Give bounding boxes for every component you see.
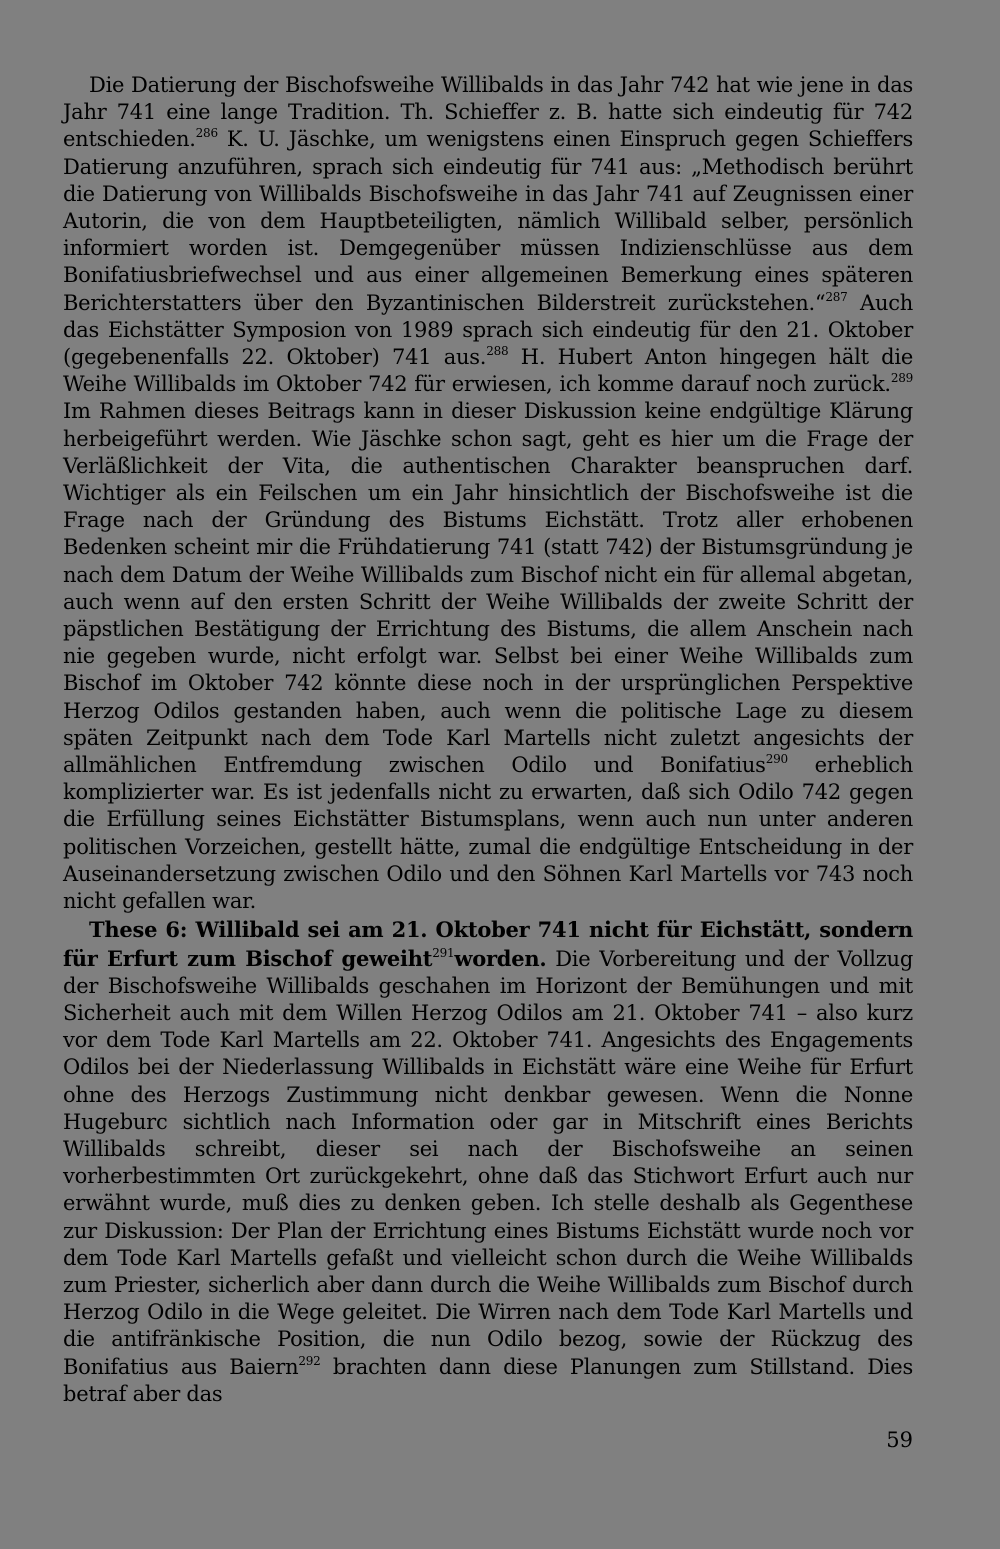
paragraph-1 (63, 72, 913, 915)
document-page (63, 0, 913, 1549)
thesis-heading-end: worden. (454, 945, 547, 971)
text-run: Die Datierung der Bischofsweihe Willibalds in das Jahr 742 hat wie jene in das Jahr 741 eine lange Tradition. Th. Schieffer z. B. hatte sich eindeutig für 742 entschieden. (63, 73, 913, 152)
paragraph-2 (63, 916, 913, 1408)
footnote-ref: 287 (825, 289, 848, 304)
text-run: Auch das Eichstätter Symposion von 1989 sprach sich eindeutig für den 21. Oktober (gegebenenfalls 22. Oktober) 741 aus. (63, 290, 914, 370)
text-run: Die Vorbereitung und der Vollzug der Bischofsweihe Willibalds geschahen im Horizont der Bemühungen und mit Sicherheit auch mit dem Willen Herzog Odilos am 21. Oktober 741 – also kurz vor dem Tode Karl Martells am 22. Oktober 741. Angesichts des Engagements Odilos bei der Niederlassung Willibalds in Eichstätt wäre eine Weihe für Erfurt ohne des Herzogs Zustimmung nicht denkbar gewesen. Wenn die Nonne Hugeburc sichtlich nach Information oder gar in Mitschrift eines Berichts Willibalds schreibt, dieser sei nach der Bischofsweihe an seinen vorherbestimmten Ort zurückgekehrt, ohne daß das Stichwort Erfurt auch nur erwähnt wurde, muß dies zu denken geben. Ich stelle deshalb als Gegenthese zur Diskussion: Der Plan der Errichtung eines Bistums Eichstätt wurde noch vor dem Tode Karl Martells gefaßt und vielleicht schon durch die Weihe Willibalds zum Priester, sicherlich aber dann durch die Weihe Willibalds zum Bischof durch Herzog Odilo in die Wege geleitet. Die Wirren nach dem Tode Karl Martells und die antifränkische Position, die nun Odilo bezog, sowie der Rückzug des Bonifatius aus Baiern (63, 946, 914, 1379)
text-run: K. U. Jäschke, um wenigstens einen Einspruch gegen Schieffers Datierung anzuführen, sprach sich eindeutig für 741 aus: „Methodisch berührt die Datierung von Willibalds Bischofsweihe in das Jahr 741 auf Zeugnissen einer Autorin, die von dem Hauptbeteiligten, nämlich Willibald selber, persönlich informiert worden ist. Demgegenüber müssen Indizienschlüsse aus dem Bonifatiusbriefwechsel und aus einer allgemeinen Bemerkung eines späteren Berichterstatters über den Byzantinischen Bilderstreit zurückstehen.“ (63, 127, 913, 315)
text-run: erheblich komplizierter war. Es ist jedenfalls nicht zu erwarten, daß sich Odilo 742 gegen die Erfüllung seines Eichstätter Bistumsplans, wenn auch nun unter anderen politischen Vorzeichen, gestellt hätte, zumal die endgültige Entscheidung in der Auseinandersetzung zwischen Odilo und den Söhnen Karl Martells vor 743 noch nicht gefallen war. (63, 753, 913, 914)
body-text (63, 72, 913, 1408)
footnote-ref: 292 (298, 1353, 321, 1368)
text-run: H. Hubert Anton hingegen hält die Weihe Willibalds im Oktober 742 für erwiesen, ich komme darauf noch zurück. (63, 345, 913, 397)
footnote-ref: 286 (195, 126, 218, 141)
thesis-heading: These 6: Willibald sei am 21. Oktober 741 nicht für Eichstätt, sondern für Erfurt zum Bischof geweiht (63, 917, 913, 971)
footnote-ref: 290 (765, 752, 788, 767)
text-run: Im Rahmen dieses Beitrags kann in dieser Diskussion keine endgültige Klärung herbeigeführt werden. Wie Jäschke schon sagt, geht es hier um die Frage der Verläßlichkeit der Vita, die authentischen Charakter beanspruchen darf. Wichtiger als ein Feilschen um ein Jahr hinsichtlich der Bischofsweihe ist die Frage nach der Gründung des Bistums Eichstätt. Trotz aller erhobenen Bedenken scheint mir die Frühdatierung 741 (statt 742) der Bistumsgründung je nach dem Datum der Weihe Willibalds zum Bischof nicht ein für allemal abgetan, auch wenn auf den ersten Schritt der Weihe Willibalds der zweite Schritt der päpstlichen Bestätigung der Errichtung des Bistums, die allem Anschein nach nie gegeben wurde, nicht erfolgt war. Selbst bei einer Weihe Willibalds zum Bischof im Oktober 742 könnte diese noch in der ursprünglichen Perspektive Herzog Odilos gestanden haben, auch wenn die politische Lage zu diesem späten Zeitpunkt nach dem Tode Karl Martells nicht zuletzt angesichts der allmählichen Entfremdung zwischen Odilo und Bonifatius (63, 399, 913, 778)
page-number: 59 (886, 1428, 913, 1452)
footnote-ref: 288 (486, 344, 509, 359)
footnote-ref: 291 (432, 945, 455, 960)
footnote-ref: 289 (890, 371, 913, 386)
text-run: brachten dann diese Planungen zum Stillstand. Dies betraf aber das (63, 1354, 913, 1406)
